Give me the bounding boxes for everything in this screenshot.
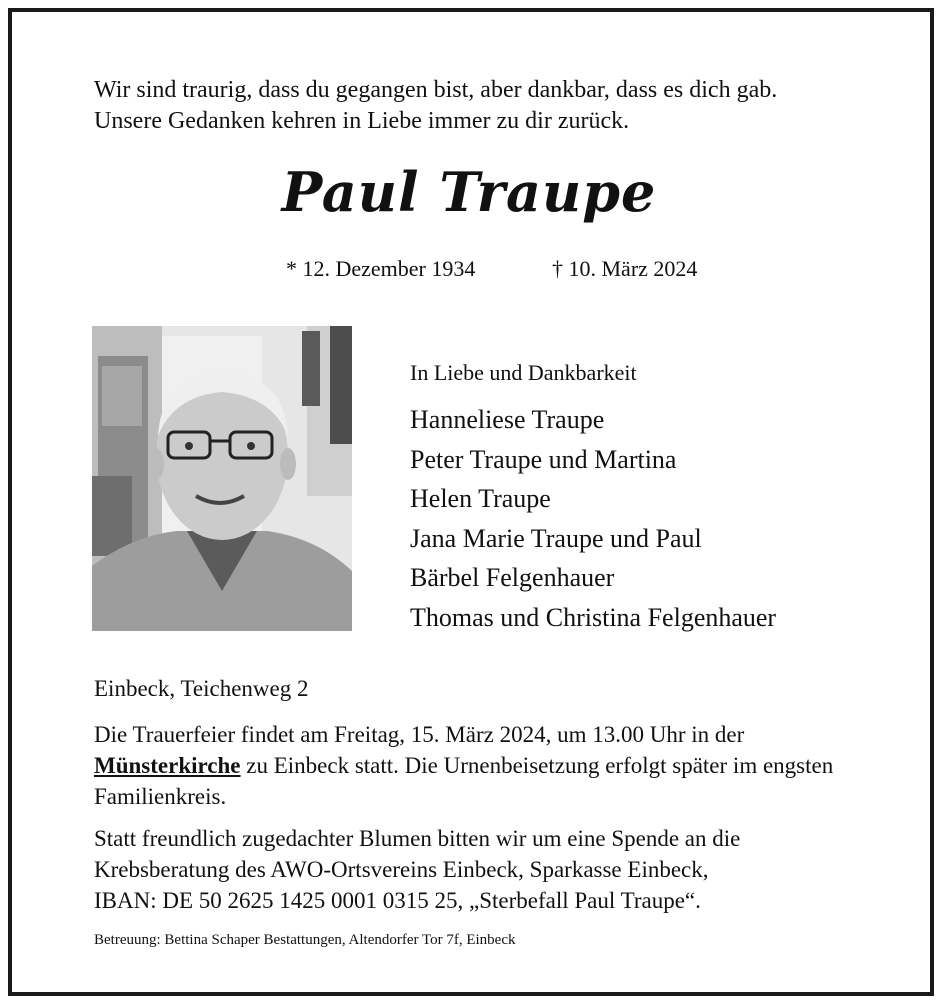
- birth-date: * 12. Dezember 1934: [286, 256, 476, 281]
- motto-line-1: Wir sind traurig, dass du gegangen bist, aber dankbar, dass es dich gab.: [94, 77, 778, 103]
- ceremony-paragraph: [94, 719, 884, 812]
- donation-paragraph: [94, 823, 884, 916]
- mourners-intro: In Liebe und Dankbarkeit: [410, 360, 637, 385]
- family-address: Einbeck, Teichenweg 2: [94, 676, 309, 701]
- life-dates: [286, 256, 746, 282]
- donation-line-2: Krebsberatung des AWO-Ortsvereins Einbeck, Sparkasse Einbeck,: [94, 857, 709, 882]
- funeral-home-credit: Betreuung: Bettina Schaper Bestattungen, Altendorfer Tor 7f, Einbeck: [94, 932, 516, 948]
- mourner-name: Jana Marie Traupe und Paul: [410, 523, 702, 553]
- donation-line-3: IBAN: DE 50 2625 1425 0001 0315 25, „Sterbefall Paul Traupe“.: [94, 888, 701, 913]
- church-name: Münsterkirche: [94, 753, 241, 778]
- deceased-name: Paul Traupe: [281, 160, 657, 224]
- death-date: † 10. März 2024: [552, 256, 698, 281]
- ceremony-text-after: zu Einbeck statt. Die Urnenbeisetzung erfolgt später im engsten Familienkreis.: [94, 753, 834, 809]
- mourner-name: Thomas und Christina Felgenhauer: [410, 602, 777, 632]
- ceremony-text-before: Die Trauerfeier findet am Freitag, 15. März 2024, um 13.00 Uhr in der: [94, 722, 745, 747]
- donation-line-1: Statt freundlich zugedachter Blumen bitten wir um eine Spende an die: [94, 826, 741, 851]
- mourner-name: Helen Traupe: [410, 484, 551, 513]
- mourner-name: Hanneliese Traupe: [410, 405, 605, 434]
- motto-text: [94, 75, 894, 137]
- mourner-name: Bärbel Felgenhauer: [410, 563, 615, 592]
- portrait-photo: [92, 326, 352, 631]
- mourners-list: [410, 358, 910, 637]
- motto-line-2: Unsere Gedanken kehren in Liebe immer zu dir zurück.: [94, 108, 630, 134]
- mourner-name: Peter Traupe und Martina: [410, 444, 677, 474]
